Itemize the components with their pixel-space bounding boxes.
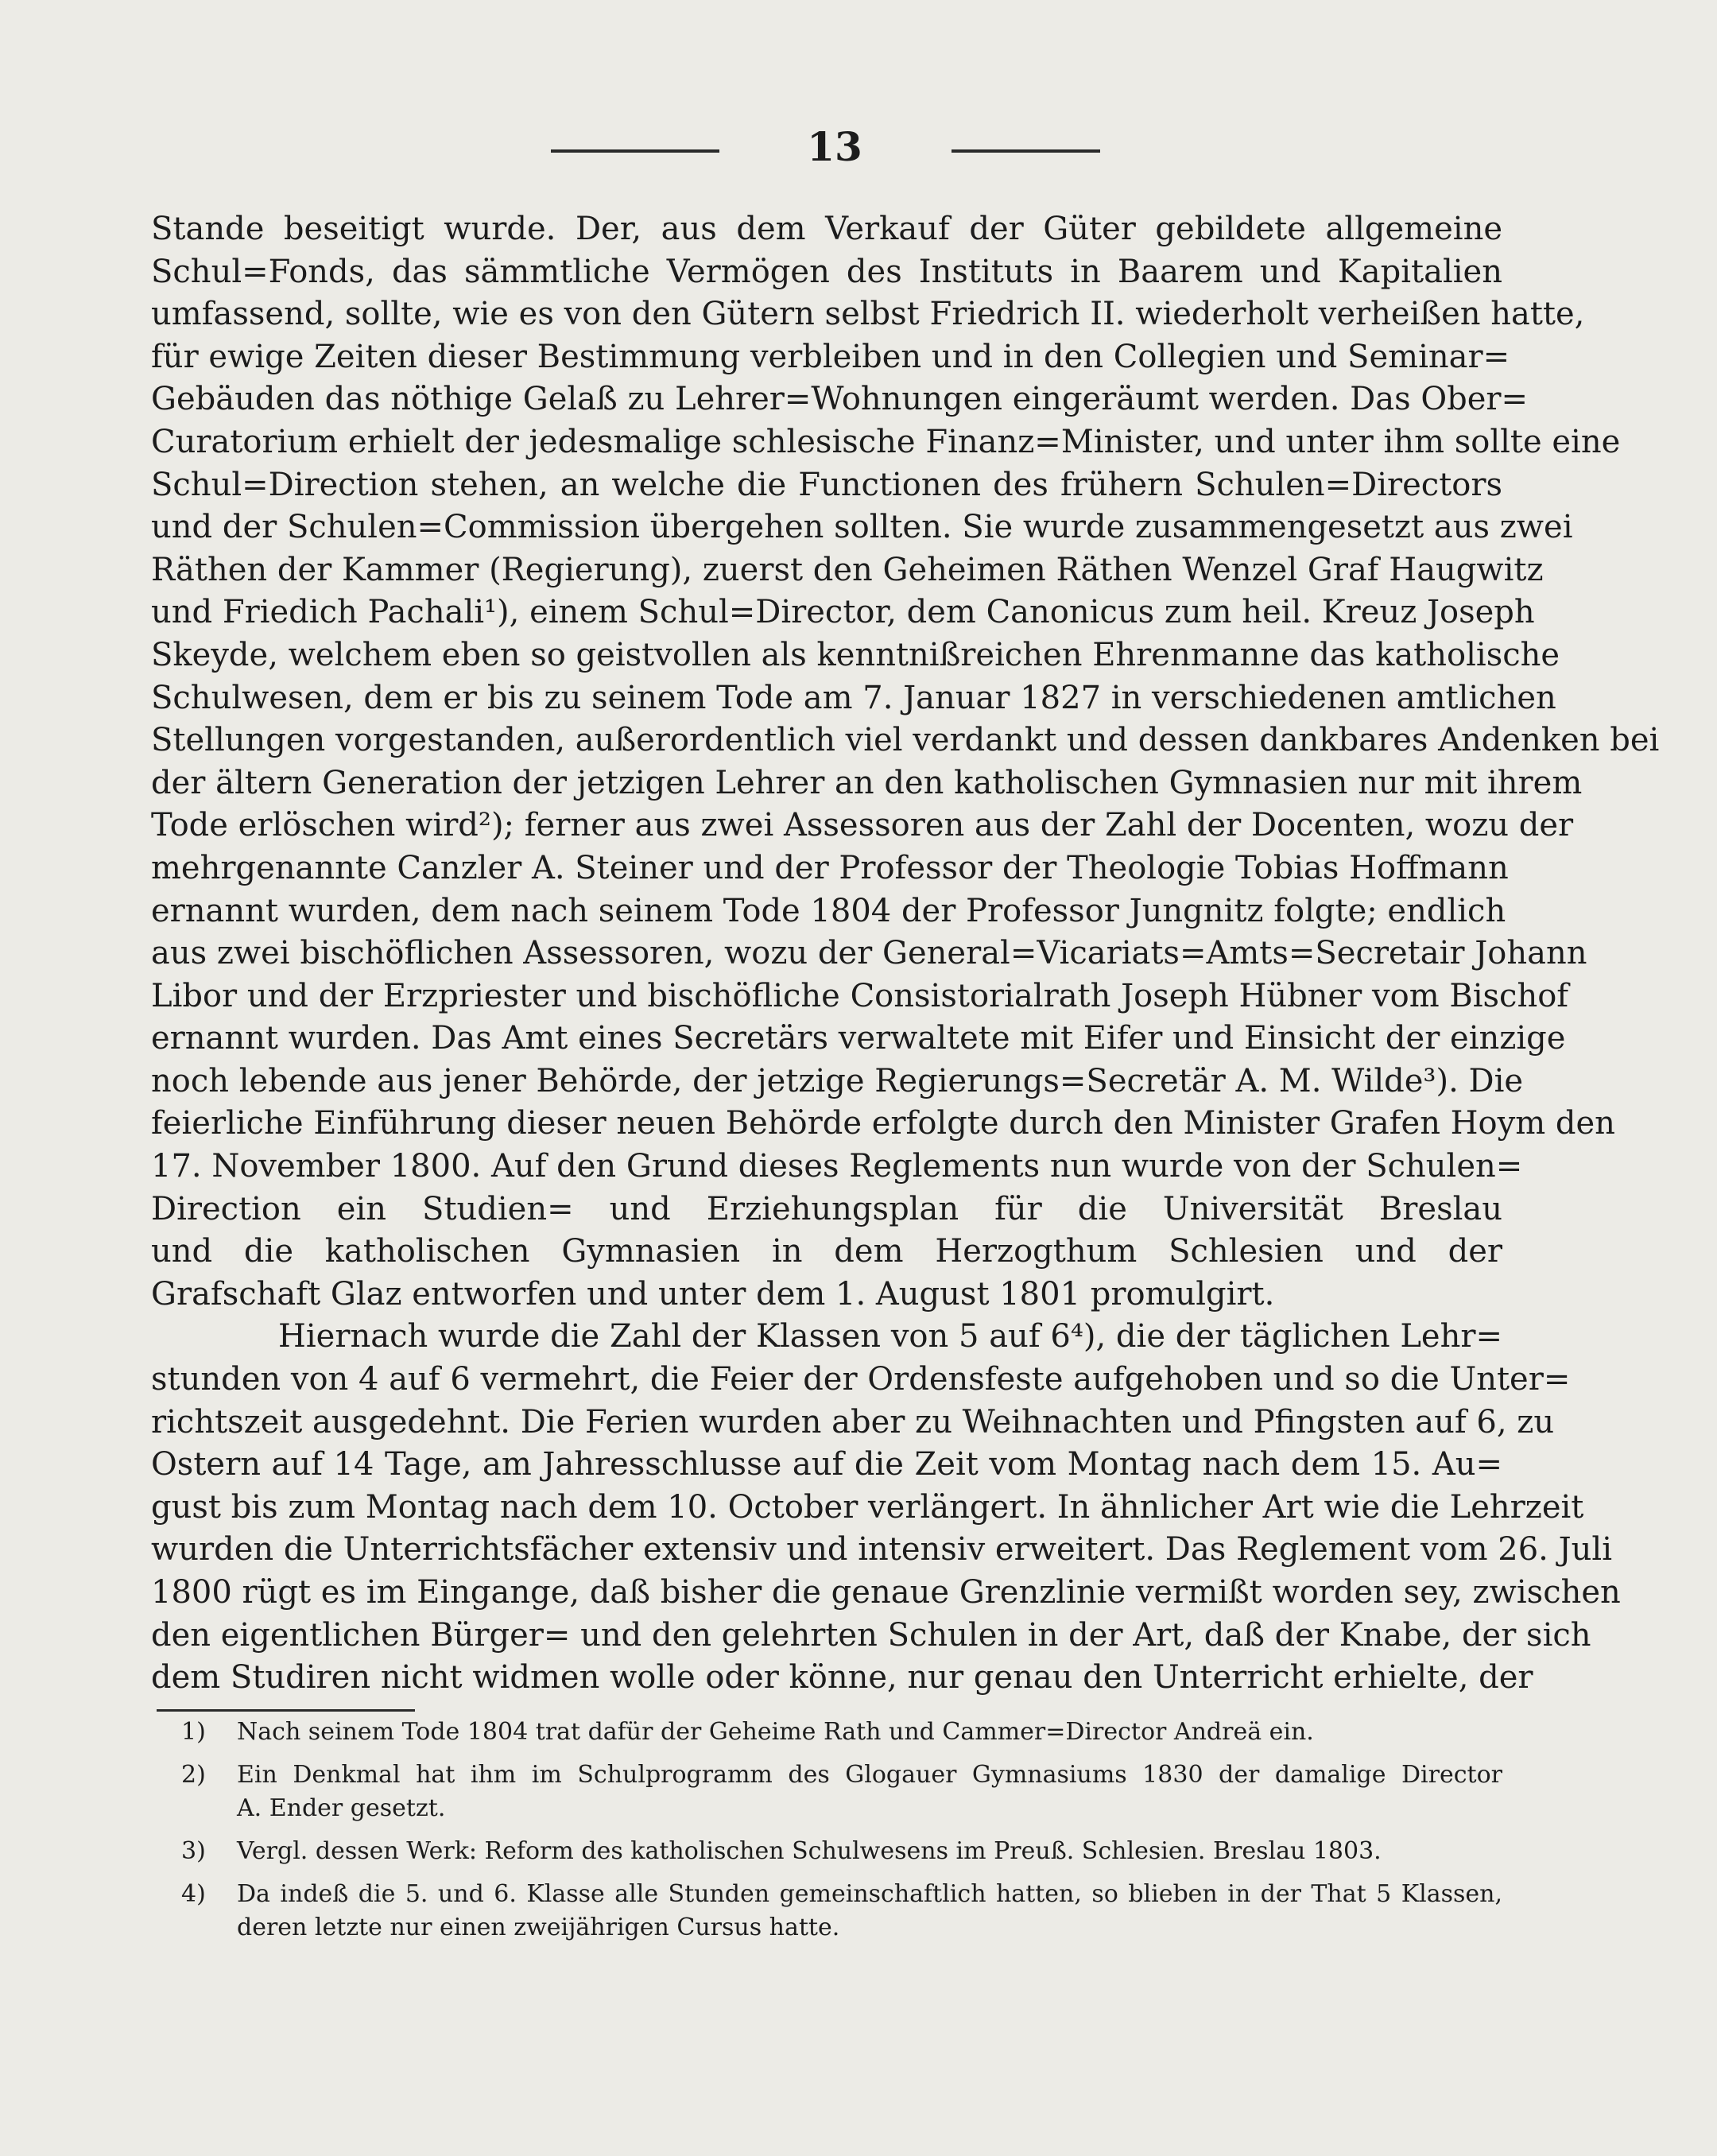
footnote-4 bbox=[181, 1878, 1502, 1945]
text-line: aus zwei bischöflichen Assessoren, wozu der General=Vicariats=Amts=Secretair Johann bbox=[151, 935, 1587, 972]
text-line: Räthen der Kammer (Regierung), zuerst den Geheimen Räthen Wenzel Graf Haugwitz bbox=[151, 551, 1544, 588]
footnote-separator bbox=[157, 1709, 415, 1712]
text-line: stunden von 4 auf 6 vermehrt, die Feier der Ordensfeste aufgehoben und so die Unter= bbox=[151, 1361, 1571, 1398]
text-line: Gebäuden das nöthige Gelaß zu Lehrer=Wohnungen eingeräumt werden. Das Ober= bbox=[151, 381, 1529, 418]
text-line: ernannt wurden. Das Amt eines Secretärs verwaltete mit Eifer und Einsicht der einzige bbox=[151, 1020, 1566, 1057]
header-rule-left bbox=[551, 149, 719, 153]
text-line: Hiernach wurde die Zahl der Klassen von 5 auf 6⁴), die der täglichen Lehr= bbox=[278, 1318, 1502, 1355]
text-line: Libor und der Erzpriester und bischöfliche Consistorialrath Joseph Hübner vom Bischof bbox=[151, 977, 1569, 1014]
text-line: Stellungen vorgestanden, außerordentlich viel verdankt und dessen dankbares Andenken bei bbox=[151, 722, 1660, 759]
text-line: den eigentlichen Bürger= und den gelehrten Schulen in der Art, daß der Knabe, der sich bbox=[151, 1616, 1591, 1654]
footnote-mark: 2) bbox=[181, 1761, 206, 1789]
text-line: Direction ein Studien= und Erziehungsplan für die Universität Breslau bbox=[151, 1190, 1502, 1227]
text-line: Grafschaft Glaz entworfen und unter dem 1. August 1801 promulgirt. bbox=[151, 1275, 1275, 1313]
text-line: Schul=Fonds, das sämmtliche Vermögen des Instituts in Baarem und Kapitalien bbox=[151, 253, 1502, 290]
text-line: mehrgenannte Canzler A. Steiner und der Professor der Theologie Tobias Hoffmann bbox=[151, 849, 1509, 886]
text-line: Tode erlöschen wird²); ferner aus zwei Assessoren aus der Zahl der Docenten, wozu der bbox=[151, 807, 1574, 844]
footnote-1 bbox=[181, 1716, 1502, 1749]
page-number: 13 bbox=[807, 123, 862, 170]
text-line: Schulwesen, dem er bis zu seinem Tode am 7. Januar 1827 in verschiedenen amtlichen bbox=[151, 679, 1556, 716]
footnote-mark: 1) bbox=[181, 1718, 206, 1746]
footnotes bbox=[181, 1716, 1502, 1954]
text-line: 1800 rügt es im Eingange, daß bisher die genaue Grenzlinie vermißt worden sey, zwischen bbox=[151, 1574, 1621, 1611]
text-line: und Friedich Pachali¹), einem Schul=Director, dem Canonicus zum heil. Kreuz Joseph bbox=[151, 594, 1535, 631]
footnote-line: Vergl. dessen Werk: Reform des katholischen Schulwesens im Preuß. Schlesien. Breslau 1803. bbox=[237, 1837, 1382, 1865]
text-line: Stande beseitigt wurde. Der, aus dem Verkauf der Güter gebildete allgemeine bbox=[151, 211, 1502, 247]
footnote-mark: 3) bbox=[181, 1837, 206, 1865]
text-line: noch lebende aus jener Behörde, der jetzige Regierungs=Secretär A. M. Wilde³). Die bbox=[151, 1062, 1524, 1099]
text-line: Ostern auf 14 Tage, am Jahresschlusse auf die Zeit vom Montag nach dem 15. Au= bbox=[151, 1446, 1502, 1483]
text-line: dem Studiren nicht widmen wolle oder könne, nur genau den Unterricht erhielte, der bbox=[151, 1659, 1533, 1696]
text-line: 17. November 1800. Auf den Grund dieses Reglements nun wurde von der Schulen= bbox=[151, 1148, 1523, 1185]
text-line: und die katholischen Gymnasien in dem Herzogthum Schlesien und der bbox=[151, 1233, 1502, 1270]
text-line: wurden die Unterrichtsfächer extensiv und intensiv erweitert. Das Reglement vom 26. Juli bbox=[151, 1531, 1612, 1569]
page-header bbox=[0, 123, 1717, 179]
footnote-mark: 4) bbox=[181, 1880, 206, 1908]
text-line: gust bis zum Montag nach dem 10. October verlängert. In ähnlicher Art wie die Lehrzeit bbox=[151, 1488, 1584, 1526]
text-line: Schul=Direction stehen, an welche die Functionen des frühern Schulen=Directors bbox=[151, 466, 1502, 503]
text-line: umfassend, sollte, wie es von den Gütern selbst Friedrich II. wiederholt verheißen hatte, bbox=[151, 296, 1585, 333]
footnote-line: Nach seinem Tode 1804 trat dafür der Geheime Rath und Cammer=Director Andreä ein. bbox=[237, 1718, 1314, 1746]
footnote-line: Da indeß die 5. und 6. Klasse alle Stunden gemeinschaftlich hatten, so blieben in der That 5 Klassen, bbox=[237, 1880, 1502, 1908]
footnote-3 bbox=[181, 1835, 1502, 1868]
text-line: feierliche Einführung dieser neuen Behörde erfolgte durch den Minister Grafen Hoym den bbox=[151, 1105, 1615, 1142]
footnote-line: deren letzte nur einen zweijährigen Cursus hatte. bbox=[237, 1914, 840, 1941]
text-line: ernannt wurden, dem nach seinem Tode 1804 der Professor Jungnitz folgte; endlich bbox=[151, 892, 1506, 929]
text-line: Skeyde, welchem eben so geistvollen als kenntnißreichen Ehrenmanne das katholische bbox=[151, 636, 1560, 673]
text-line: der ältern Generation der jetzigen Lehrer an den katholischen Gymnasien nur mit ihrem bbox=[151, 764, 1583, 801]
body-text bbox=[151, 208, 1660, 1700]
header-rule-right bbox=[952, 149, 1100, 153]
text-line: richtszeit ausgedehnt. Die Ferien wurden aber zu Weihnachten und Pfingsten auf 6, zu bbox=[151, 1403, 1555, 1441]
text-line: und der Schulen=Commission übergehen sollten. Sie wurde zusammengesetzt aus zwei bbox=[151, 509, 1573, 546]
text-line: für ewige Zeiten dieser Bestimmung verbleiben und in den Collegien und Seminar= bbox=[151, 338, 1510, 375]
footnote-line: A. Ender gesetzt. bbox=[237, 1794, 446, 1822]
text-line: Curatorium erhielt der jedesmalige schlesische Finanz=Minister, und unter ihm sollte eine bbox=[151, 423, 1621, 460]
footnote-2 bbox=[181, 1759, 1502, 1825]
footnote-line: Ein Denkmal hat ihm im Schulprogramm des Glogauer Gymnasiums 1830 der damalige Director bbox=[237, 1761, 1502, 1789]
